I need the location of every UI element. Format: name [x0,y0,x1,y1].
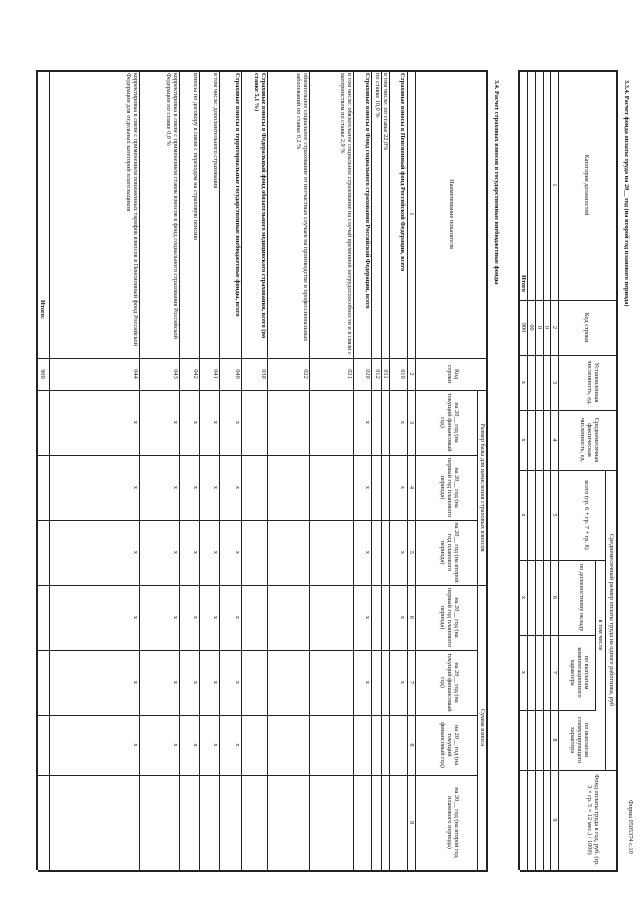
row-name: обязательное социальное страхование от несчастных случаев на производстве и профессиональных заболеваний по ставке 0,2 % [294,73,309,342]
colnum: 6 [551,595,558,600]
row-divider [267,70,268,870]
colnum: 1 [551,183,558,187]
row-name: Страховые взносы в Федеральный фонд обязательного медицинского страхования, всего (по ставке 5,1 %) [252,73,267,339]
colnum: 5 [551,513,558,517]
cell-mark: x [132,550,139,555]
colnum: 8 [408,743,415,747]
hdr-sum: Сумма взноса [479,708,486,747]
hdr-comp: по выплатам компенсационного характера [568,647,590,698]
row-code: 020 [364,369,371,379]
row-code: 043 [172,369,179,379]
cell-mark: x [212,743,219,747]
colnum: 2 [551,325,558,330]
hdr-stim: по выплатам стимулирующего характера [568,716,590,764]
total-mark: x [520,670,527,675]
cell-mark: x [399,550,406,555]
hdr-name: Наименование показателя [448,179,455,249]
row-divider [49,70,50,870]
row-name: Страховые взносы в Пенсионный фонд Российской Федерации, всего [399,73,406,272]
total-mark: x [520,438,527,442]
cell-mark: x [172,485,179,490]
hdr-official: по должностному окладу [578,563,585,632]
cell-mark: x [234,485,241,490]
total-label: Итого: [39,300,46,320]
row-code: 021 [346,369,353,379]
row-divider [219,70,220,870]
hdr-year: на 20__ год (на второй год планового периода) [445,787,460,858]
row-name: в том числе: обязательное социальное страхование на случай временной нетрудоспособности и в связи с материнством по ставке 2,9 % [338,73,353,355]
hdr-category: Категория должностей [583,154,590,216]
hdr-fund: Фонд оплаты труда в год, руб. (гр. 3 × гр. 5 × 12 мес.) / 1000) [585,774,600,866]
row-name: взносы по договору в связи с переходом на страховую пенсию [192,73,199,241]
cell-mark: x [192,420,199,425]
colnum: 1 [408,212,415,216]
cell-mark: x [364,615,371,620]
section-334-title: 3.3.4. Расчет фонда оплаты труда на 20__ год (на второй год планового периода) [623,80,630,307]
colnum: 8 [551,738,558,742]
row-divider [371,70,372,870]
colnum: 3 [408,420,415,425]
cell-mark: x [364,420,371,425]
total-code: 900 [520,322,527,333]
cell-mark: x [212,485,219,490]
cell-mark: x [192,485,199,490]
hdr-year: на 20__ год (на текущий финансовый год) [438,722,460,768]
row-name: в том числе: по ставке 22,0% [382,73,389,151]
hdr-incl: в том числе [597,619,604,651]
row-divider [241,70,242,870]
row-code: 040 [234,369,241,379]
cell-mark: x [364,550,371,555]
hdr-total: всего (гр. 6 + гр. 7 + гр. 8) [583,480,590,550]
row-code: 012 [374,369,381,379]
cell-mark: x [399,420,406,425]
cell-mark: x [212,550,219,555]
colnum: 7 [408,680,415,685]
row-code: 030 [260,369,267,379]
row-divider [309,70,310,870]
cell-mark: x [132,615,139,620]
cell-mark: x [399,680,406,685]
cell-mark: x [132,485,139,490]
row-name: корректировка в связи с применением ставок взносов в фонд социального страхования Российской Федерации по ставке 0,0 % [164,73,179,339]
cell-mark: x [234,615,241,620]
cell-mark: x [192,743,199,747]
hdr-actual: Среднемесячная фактическая численность, ед. [578,417,600,463]
row-code: 0 [536,325,543,330]
colnum: 9 [551,818,558,822]
colnum: 5 [408,550,415,555]
row-name: Страховые взносы в Фонд социального страхования Российской Федерации, всего [364,73,371,309]
row-code: 041 [212,369,219,379]
row-divider [199,70,200,870]
hdr-year: на 20__ год (на текущий финансовый год) [438,393,460,452]
hdr-year: на 20__ год (на текущий финансовый год) [438,653,460,712]
form-code: Форма 0505374 с.10 [627,800,634,854]
cell-mark: x [132,743,139,747]
row-code: 00 [528,324,535,331]
row-name: в том числе: дополнительного страхования [212,73,219,189]
hdr-base: Размер базы для начисления страховых взносов [479,423,486,552]
hdr-avg-salary: Среднемесячный размер оплаты труда на одного работника, руб [608,533,615,707]
hdr-year: на 20__ год (на первый год планового периода) [438,587,460,648]
cell-mark: x [234,420,241,425]
cell-mark: x [212,420,219,425]
row-divider [353,70,354,870]
cell-mark: x [172,680,179,685]
row-name: по ставке 10,0 % [374,73,381,118]
hdr-code: Код строки [445,364,460,384]
cell-mark: x [172,420,179,425]
row-code: 0 [543,325,550,330]
colnum: 2 [408,372,415,376]
row-code: 042 [192,369,199,379]
colnum: 3 [551,380,558,385]
row-divider [389,70,390,870]
colnum: 9 [408,820,415,825]
cell-mark: x [132,420,139,425]
cell-mark: x [132,680,139,685]
cell-mark: x [399,615,406,620]
cell-mark: x [234,680,241,685]
hdr-year: на 20__ год (на второй год планового периода) [438,522,460,583]
row-code: 011 [382,369,389,379]
cell-mark: x [212,680,219,685]
cell-mark: x [192,680,199,685]
cell-mark: x [364,485,371,490]
total-code: 900 [39,369,46,379]
cell-mark: x [364,680,371,685]
total-mark: x [520,513,527,517]
cell-mark: x [192,550,199,555]
cell-mark: x [192,615,199,620]
row-code: 022 [302,369,309,379]
total-mark: x [520,595,527,600]
section-34-title: 3.4. Расчет страховых взносов в государственные внебюджетные фонды [493,80,500,285]
hdr-staff: Установленная численность, ед. [585,360,600,405]
hdr-code: Код строки [583,312,590,343]
row-divider [179,70,180,870]
hdr-year: на 20__ год (на первый год планового периода) [438,457,460,518]
colnum: 4 [408,485,415,490]
cell-mark: x [212,615,219,620]
row-code: 010 [399,369,406,379]
cell-mark: x [172,550,179,555]
colnum: 6 [408,615,415,620]
row-name: Страховые взносы в территориальные государственные внебюджетные фонды, всего [234,73,241,317]
row-divider [139,70,140,870]
colnum: 7 [551,670,558,675]
cell-mark: x [172,743,179,747]
cell-mark: x [399,485,406,490]
cell-mark: x [234,743,241,747]
cell-mark: x [234,550,241,555]
cell-mark: x [172,615,179,620]
row-name: корректировка в связи с применением пониженных тарифов взносов в Пенсионный фонд Российской Федерации для отдельных категорий плательщиков [124,73,139,346]
colnum: 4 [551,438,558,442]
total-label: Итого [520,275,527,292]
row-code: 044 [132,369,139,379]
total-mark: x [520,380,527,385]
